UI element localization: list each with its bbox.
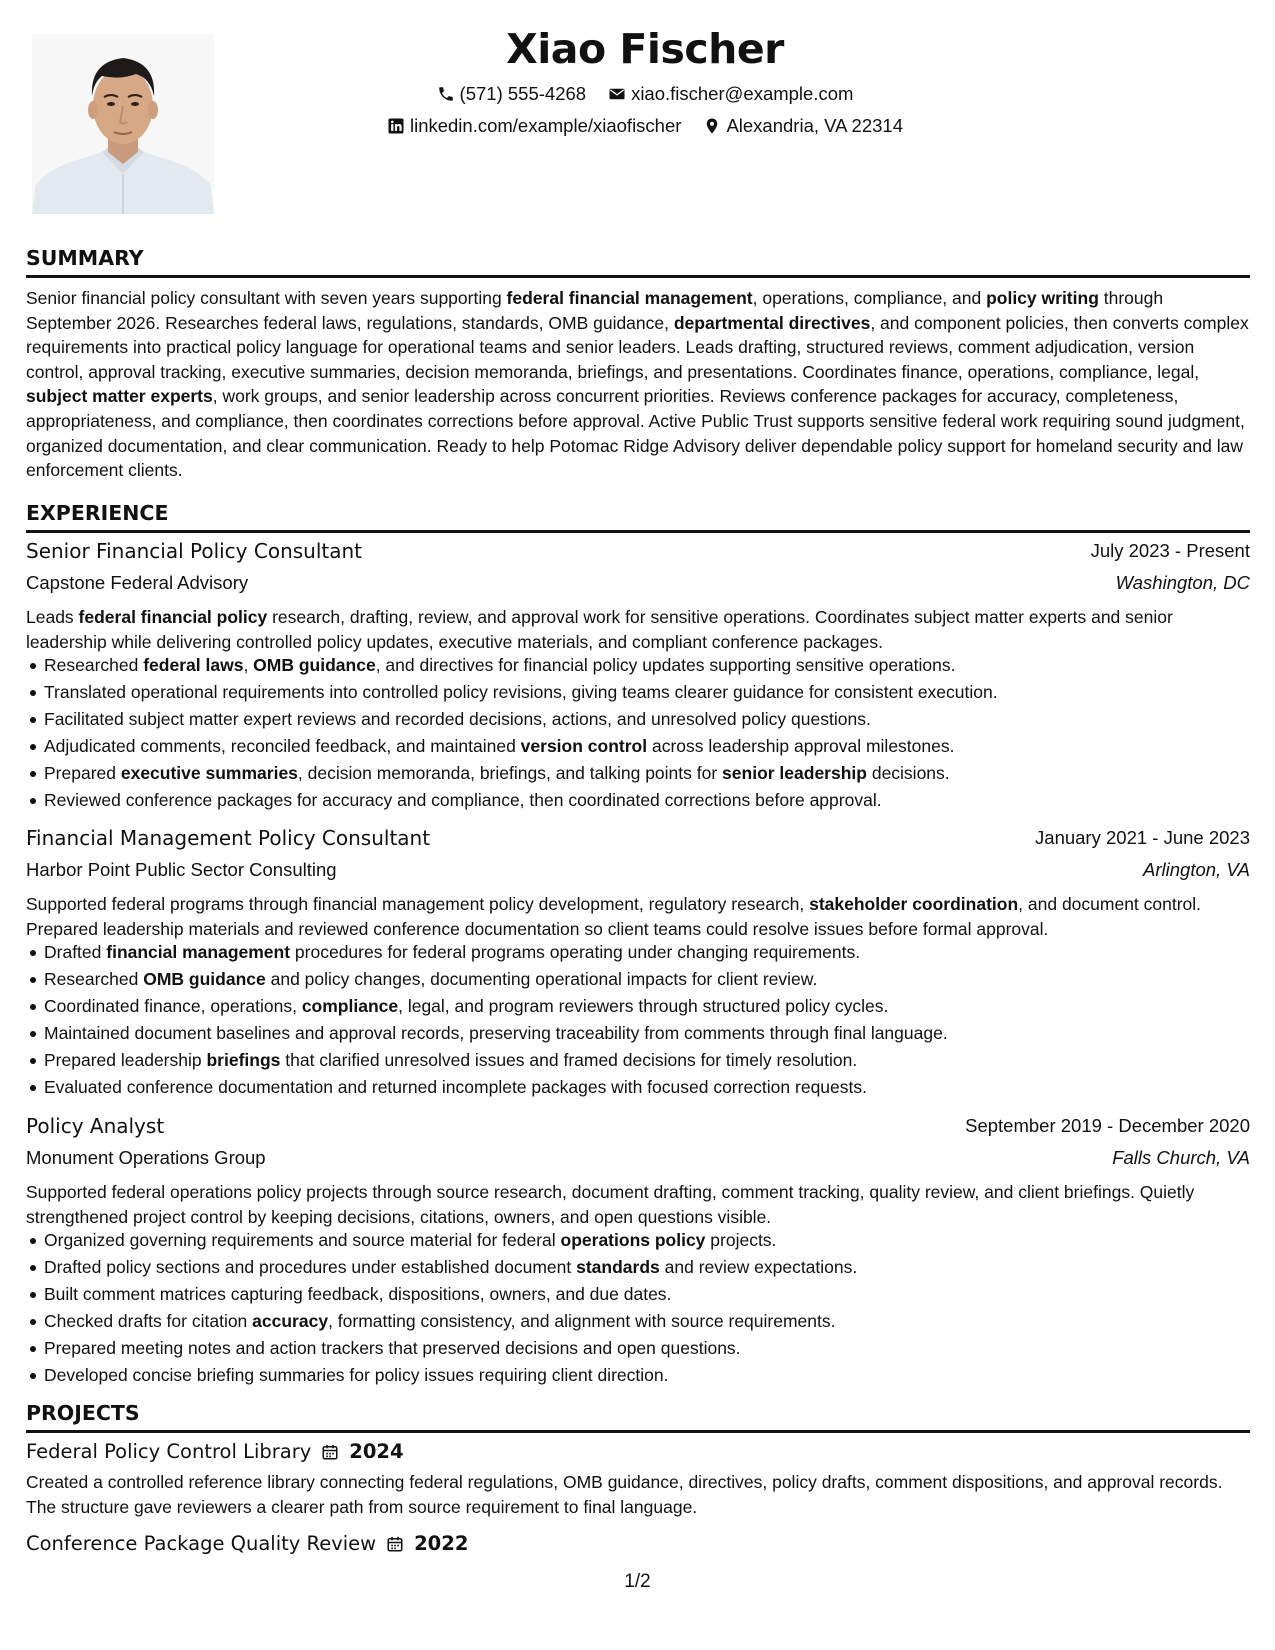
job-bullet: Researched OMB guidance and policy changes, documenting operational impacts for client review. xyxy=(26,966,1250,993)
job-bullet: Facilitated subject matter expert reviews and recorded decisions, actions, and unresolved policy questions. xyxy=(26,706,1250,733)
job-company: Monument Operations Group xyxy=(26,1147,266,1168)
job-summary: Supported federal operations policy projects through source research, document drafting, comment tracking, quality review, and client briefings. Quietly strengthened project control by keeping decisions, citations, owners, and open questions visible. xyxy=(26,1182,1195,1227)
map-pin-icon xyxy=(703,117,721,135)
job-dates: July 2023 - Present xyxy=(1090,540,1250,561)
job-title: Policy Analyst xyxy=(26,1114,165,1138)
envelope-icon xyxy=(608,85,626,103)
linkedin-text[interactable]: linkedin.com/example/xiaofischer xyxy=(409,115,682,136)
phone-icon xyxy=(437,85,455,103)
job-bullet: Adjudicated comments, reconciled feedback, and maintained version control across leadership approval milestones. xyxy=(26,733,1250,760)
job-summary: Leads federal financial policy research, drafting, review, and approval work for sensitive operations. Coordinates subject matter experts and senior leadership while delivering controlled policy updates, executive materials, and compliant conference packages. xyxy=(26,607,1173,652)
job-bullet: Translated operational requirements into controlled policy revisions, giving teams clearer guidance for consistent execution. xyxy=(26,679,1250,706)
resume-header xyxy=(250,20,1040,142)
profile-photo-image xyxy=(32,34,214,214)
project-year: 2024 xyxy=(349,1440,404,1463)
calendar-icon xyxy=(321,1443,339,1461)
job-bullet: Researched federal laws, OMB guidance, and directives for financial policy updates supporting sensitive operations. xyxy=(26,652,1250,679)
job-title: Financial Management Policy Consultant xyxy=(26,826,431,850)
job-bullet: Built comment matrices capturing feedback, dispositions, owners, and due dates. xyxy=(26,1281,1250,1308)
contact-row-1 xyxy=(250,78,1040,110)
phone-contact xyxy=(437,78,587,110)
job-bullets xyxy=(26,939,1250,1101)
projects-divider xyxy=(26,1430,1250,1433)
linkedin-contact[interactable] xyxy=(387,110,681,142)
project-header xyxy=(26,1438,404,1466)
summary-text: Senior financial policy consultant with seven years supporting federal financial management, operations, compliance, and policy writing through September 2026. Researches federal laws, regulations, standards, OMB guidance, departmental directives, and component policies, then converts complex requirements into practical policy language for operational teams and senior leaders. Leads drafting, structured reviews, comment adjudication, version control, approval tracking, executive summaries, decision memoranda, briefings, and presentations. Coordinates finance, operations, compliance, legal, subject matter experts, work groups, and senior leadership across concurrent priorities. Reviews conference packages for accuracy, completeness, appropriateness, and compliance, then coordinates corrections before approval. Active Public Trust supports sensitive federal work requiring sound judgment, organized documentation, and clear communication. Ready to help Potomac Ridge Advisory deliver dependable policy support for homeland security and law enforcement clients. xyxy=(26,288,1249,481)
calendar-icon xyxy=(386,1535,404,1553)
project-description: Created a controlled reference library connecting federal regulations, OMB guidance, directives, policy drafts, comment dispositions, and approval records. The structure gave reviewers a clearer path from source requirement to final language. xyxy=(26,1472,1223,1517)
contact-row-2 xyxy=(250,110,1040,142)
job-dates: January 2021 - June 2023 xyxy=(1035,827,1250,848)
job-bullet: Coordinated finance, operations, compliance, legal, and program reviewers through structured policy cycles. xyxy=(26,993,1250,1020)
location-contact xyxy=(703,110,903,142)
job-company: Capstone Federal Advisory xyxy=(26,572,249,593)
job-bullet: Maintained document baselines and approval records, preserving traceability from comments through final language. xyxy=(26,1020,1250,1047)
job-bullet: Organized governing requirements and source material for federal operations policy projects. xyxy=(26,1227,1250,1254)
job-summary: Supported federal programs through financial management policy development, regulatory research, stakeholder coordination, and document control. Prepared leadership materials and reviewed conference documentation so client teams could resolve issues before formal approval. xyxy=(26,894,1202,939)
profile-photo xyxy=(32,34,214,214)
job-location: Arlington, VA xyxy=(1143,859,1250,880)
job-title: Senior Financial Policy Consultant xyxy=(26,539,363,563)
job-bullet: Prepared leadership briefings that clarified unresolved issues and framed decisions for timely resolution. xyxy=(26,1047,1250,1074)
phone-text: (571) 555-4268 xyxy=(459,83,587,104)
location-text: Alexandria, VA 22314 xyxy=(726,115,904,136)
job-location: Washington, DC xyxy=(1115,572,1250,593)
job-company: Harbor Point Public Sector Consulting xyxy=(26,859,337,880)
experience-heading: EXPERIENCE xyxy=(26,501,169,525)
project-header xyxy=(26,1530,468,1558)
summary-divider xyxy=(26,275,1250,278)
job-bullet: Prepared meeting notes and action trackers that preserved decisions and open questions. xyxy=(26,1335,1250,1362)
email-text[interactable]: xiao.fischer@example.com xyxy=(631,83,854,104)
project-year: 2022 xyxy=(414,1532,469,1555)
job-bullet: Developed concise briefing summaries for policy issues requiring client direction. xyxy=(26,1362,1250,1389)
job-bullet: Evaluated conference documentation and returned incomplete packages with focused correction requests. xyxy=(26,1074,1250,1101)
job-location: Falls Church, VA xyxy=(1112,1147,1250,1168)
job-bullet: Drafted financial management procedures for federal programs operating under changing requirements. xyxy=(26,939,1250,966)
job-bullet: Checked drafts for citation accuracy, formatting consistency, and alignment with source requirements. xyxy=(26,1308,1250,1335)
experience-divider xyxy=(26,530,1250,533)
project-name: Conference Package Quality Review xyxy=(26,1532,377,1555)
job-bullet: Reviewed conference packages for accuracy and compliance, then coordinated corrections before approval. xyxy=(26,787,1250,814)
email-contact[interactable] xyxy=(608,78,853,110)
job-bullet: Prepared executive summaries, decision memoranda, briefings, and talking points for senior leadership decisions. xyxy=(26,760,1250,787)
job-bullets xyxy=(26,1227,1250,1389)
page-number: 1/2 xyxy=(624,1571,651,1592)
project-name: Federal Policy Control Library xyxy=(26,1440,312,1463)
summary-heading: SUMMARY xyxy=(26,246,144,270)
projects-heading: PROJECTS xyxy=(26,1401,140,1425)
job-dates: September 2019 - December 2020 xyxy=(965,1115,1250,1136)
candidate-name: Xiao Fischer xyxy=(506,25,784,73)
job-bullet: Drafted policy sections and procedures under established document standards and review expectations. xyxy=(26,1254,1250,1281)
linkedin-icon xyxy=(387,117,405,135)
job-bullets xyxy=(26,652,1250,814)
